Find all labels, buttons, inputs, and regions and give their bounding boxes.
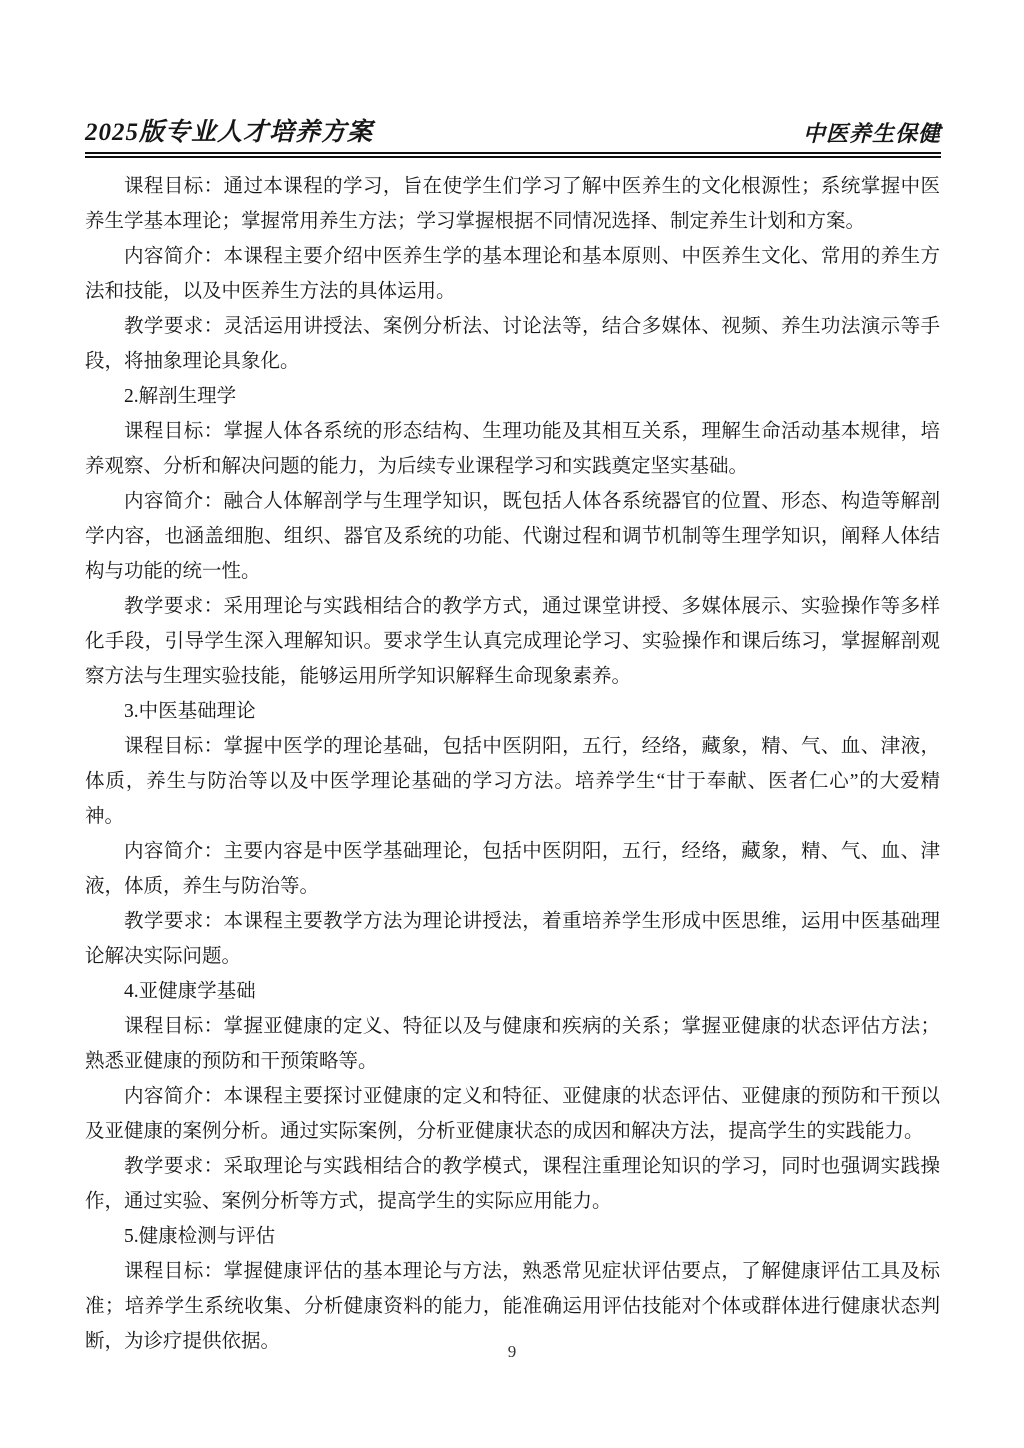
paragraph-teaching-req-2: 教学要求：采用理论与实践相结合的教学方式，通过课堂讲授、多媒体展示、实验操作等多样化手段，引导学生深入理解知识。要求学生认真完成理论学习、实验操作和课后练习，掌握解剖观察方法与生理实验技能，能够运用所学知识解释生命现象素养。 bbox=[85, 596, 940, 687]
paragraph-course-goal-3: 课程目标：掌握中医学的理论基础，包括中医阴阳，五行，经络，藏象，精、气、血、津液，体质，养生与防治等以及中医学理论基础的学习方法。培养学生“甘于奉献、医者仁心”的大爱精神。 bbox=[85, 736, 940, 827]
paragraph-course-goal-4: 课程目标：掌握亚健康的定义、特征以及与健康和疾病的关系；掌握亚健康的状态评估方法；熟悉亚健康的预防和干预策略等。 bbox=[85, 1016, 940, 1072]
page-header bbox=[85, 118, 941, 148]
paragraph-course-goal-2: 课程目标：掌握人体各系统的形态结构、生理功能及其相互关系，理解生命活动基本规律，培养观察、分析和解决问题的能力，为后续专业课程学习和实践奠定坚实基础。 bbox=[85, 421, 940, 477]
paragraph-course-goal-1: 课程目标：通过本课程的学习，旨在使学生们学习了解中医养生的文化根源性；系统掌握中医养生学基本理论；掌握常用养生方法；学习掌握根据不同情况选择、制定养生计划和方案。 bbox=[85, 176, 940, 232]
paragraph-course-goal-5: 课程目标：掌握健康评估的基本理论与方法，熟悉常见症状评估要点，了解健康评估工具及标准；培养学生系统收集、分析健康资料的能力，能准确运用评估技能对个体或群体进行健康状态判断，为诊疗提供依据。 bbox=[85, 1261, 940, 1352]
paragraph-teaching-req-1: 教学要求：灵活运用讲授法、案例分析法、讨论法等，结合多媒体、视频、养生功法演示等手段，将抽象理论具象化。 bbox=[85, 316, 940, 372]
document-body bbox=[85, 169, 940, 1359]
page-footer bbox=[0, 1342, 1024, 1362]
section-heading-3: 3.中医基础理论 bbox=[124, 701, 256, 722]
section-heading-2: 2.解剖生理学 bbox=[124, 386, 237, 407]
header-double-rule bbox=[85, 152, 941, 158]
paragraph-course-intro-3: 内容简介：主要内容是中医学基础理论，包括中医阴阳，五行，经络，藏象，精、气、血、津液，体质，养生与防治等。 bbox=[85, 841, 940, 897]
paragraph-teaching-req-4: 教学要求：采取理论与实践相结合的教学模式，课程注重理论知识的学习，同时也强调实践操作，通过实验、案例分析等方式，提高学生的实际应用能力。 bbox=[85, 1156, 940, 1212]
paragraph-teaching-req-3: 教学要求：本课程主要教学方法为理论讲授法，着重培养学生形成中医思维，运用中医基础理论解决实际问题。 bbox=[85, 911, 940, 967]
section-heading-5: 5.健康检测与评估 bbox=[124, 1226, 276, 1247]
paragraph-course-intro-2: 内容简介：融合人体解剖学与生理学知识，既包括人体各系统器官的位置、形态、构造等解剖学内容，也涵盖细胞、组织、器官及系统的功能、代谢过程和调节机制等生理学知识，阐释人体结构与功能的统一性。 bbox=[85, 491, 940, 582]
paragraph-course-intro-4: 内容简介：本课程主要探讨亚健康的定义和特征、亚健康的状态评估、亚健康的预防和干预以及亚健康的案例分析。通过实际案例，分析亚健康状态的成因和解决方法，提高学生的实践能力。 bbox=[85, 1086, 940, 1142]
section-heading-4: 4.亚健康学基础 bbox=[124, 981, 256, 1002]
page-number: 9 bbox=[507, 1342, 517, 1361]
header-doc-subject: 中医养生保健 bbox=[802, 121, 941, 146]
header-doc-title: 2025版专业人才培养方案 bbox=[85, 119, 374, 146]
paragraph-course-intro-1: 内容简介：本课程主要介绍中医养生学的基本理论和基本原则、中医养生文化、常用的养生方法和技能，以及中医养生方法的具体运用。 bbox=[85, 246, 940, 302]
